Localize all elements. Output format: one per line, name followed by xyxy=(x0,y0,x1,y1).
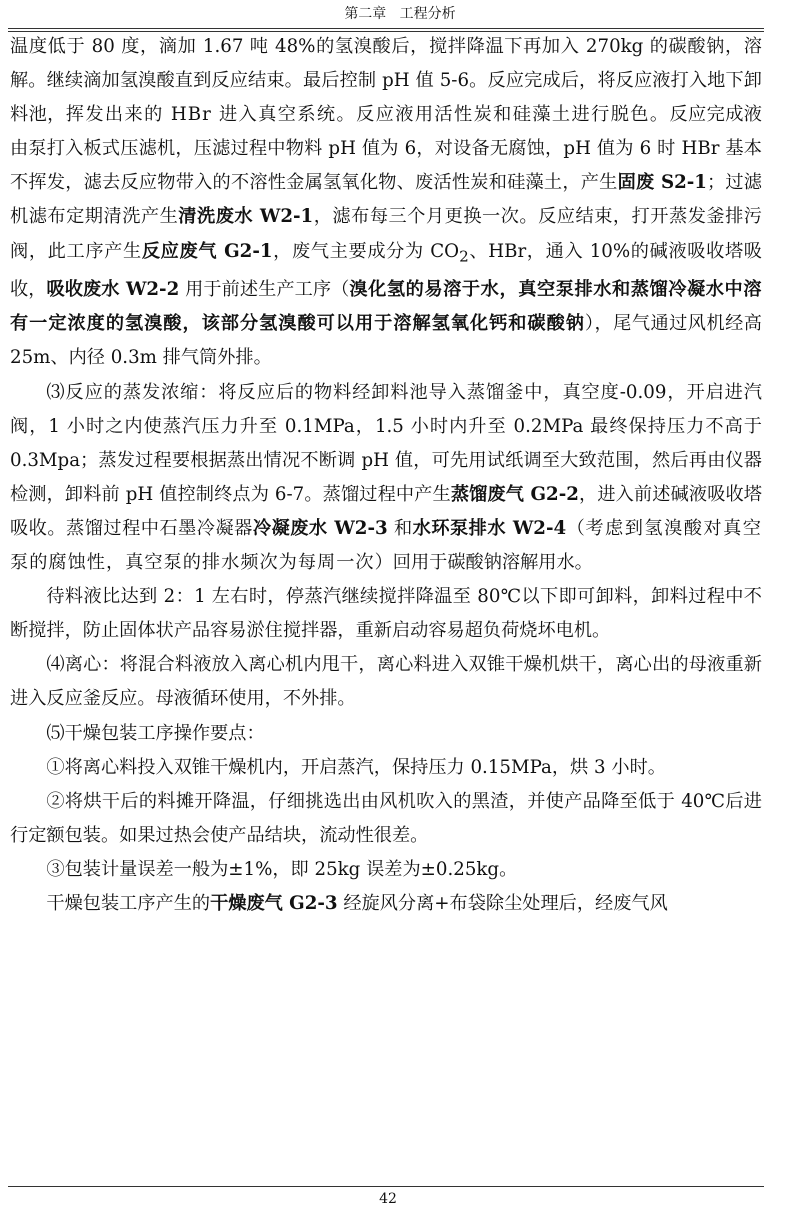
page-number: 42 xyxy=(379,1191,397,1207)
paragraph-8: ③包装计量误差一般为±1%，即 25kg 误差为±0.25kg。 xyxy=(46,858,518,880)
paragraph-7: ②将烘干后的料摊开降温，仔细挑选出由风机吹入的黑渣，并使产品降至低于 40℃后进行定额包装。如果过热会使产品结块，流动性很差。 xyxy=(10,790,762,846)
paragraph-4: ⑷离心：将混合料液放入离心机内甩干，离心料进入双锥干燥机烘干，离心出的母液重新进入反应釜反应。母液循环使用，不外排。 xyxy=(10,654,762,710)
wastewater-w2-2: 吸收废水 W2-2 xyxy=(46,279,180,301)
waste-gas-g2-2: 蒸馏废气 G2-2 xyxy=(450,483,579,505)
paragraph-9: 干燥包装工序产生的干燥废气 G2-3 经旋风分离+布袋除尘处理后，经废气风 xyxy=(46,892,668,914)
chapter-title: 工程分析 xyxy=(399,6,456,22)
paragraph-6: ①将离心料投入双锥干燥机内，开启蒸汽，保持压力 0.15MPa，烘 3 小时。 xyxy=(46,756,666,778)
page-header xyxy=(0,0,800,28)
page-body xyxy=(10,30,762,921)
paragraph-1: 温度低于 80 度，滴加 1.67 吨 48%的氢溴酸后，搅拌降温下再加入 270kg 的碳酸钠，溶解。继续滴加氢溴酸直到反应结束。最后控制 pH 值 5-6。反应完成后，将反应液打入地下卸料池，挥发出来的 HBr 进入真空系统。反应液用活性炭和硅藻土进行脱色。反应完成液由泵打入板式压滤机，压滤过程中物料 pH 值为 6，对设备无腐蚀，pH 值为 6 时 HBr 基本不挥发，滤去反应物带入的不溶性金属氢氧化物、废活性炭和硅藻土，产生固废 S2-1；过滤机滤布定期清洗产生清洗废水 W2-1，滤布每三个月更换一次。反应结束，打开蒸发釜排污阀，此工序产生反应废气 G2-1，废气主要成分为 $CO_2$、HBr，通入 10%的碱液吸收塔吸收，吸收废水 W2-2 用于前述生产工序（溴化氢的易溶于水，真空泵排水和蒸馏冷凝水中溶有一定浓度的氢溴酸，该部分氢溴酸可以用于溶解氢氧化钙和碳酸钠），尾气通过风机经高 25m、内径 0.3m 排气筒外排。 xyxy=(10,36,762,369)
waste-gas-g2-3: 干燥废气 G2-3 xyxy=(210,892,338,914)
paragraph-2: ⑶反应的蒸发浓缩：将反应后的物料经卸料池导入蒸馏釜中，真空度-0.09，开启进汽阀，1 小时之内使蒸汽压力升至 0.1MPa，1.5 小时内升至 0.2MPa 最终保持压力不高于 0.3Mpa；蒸发过程要根据蒸出情况不断调 pH 值，可先用试纸调至大致范围，然后再由仪器检测，卸料前 pH 值控制终点为 6-7。蒸馏过程中产生蒸馏废气 G2-2，进入前述碱液吸收塔吸收。蒸馏过程中石墨冷凝器冷凝废水 W2-3 和水环泵排水 W2-4（考虑到氢溴酸对真空泵的腐蚀性，真空泵的排水频次为每周一次）回用于碳酸钠溶解用水。 xyxy=(10,381,762,574)
waste-gas-g2-1: 反应废气 G2-1 xyxy=(141,240,273,262)
chapter-number: 第二章 xyxy=(344,6,387,22)
footer-rule xyxy=(8,1186,764,1187)
vacuum-pump-note: 考虑到氢溴酸对真空泵的腐蚀性，真空泵的排水频次为每周一次 xyxy=(10,517,762,574)
paragraph-3: 待料液比达到 2：1 左右时，停蒸汽继续搅拌降温至 80℃以下即可卸料，卸料过程中不断搅拌，防止固体状产品容易淤住搅拌器，重新启动容易超负荷烧坏电机。 xyxy=(10,586,762,642)
wastewater-w2-1: 清洗废水 W2-1 xyxy=(178,206,314,228)
hbr-note: 溴化氢的易溶于水，真空泵排水和蒸馏冷凝水中溶有一定浓度的氢溴酸，该部分氢溴酸可以用于溶解氢氧化钙和碳酸钠 xyxy=(10,279,762,335)
paragraph-5: ⑸干燥包装工序操作要点： xyxy=(46,722,265,744)
wastewater-w2-4: 水环泵排水 W2-4 xyxy=(412,517,567,539)
wastewater-w2-3: 冷凝废水 W2-3 xyxy=(252,517,388,539)
solid-waste-s2-1: 固废 S2-1 xyxy=(617,172,707,194)
